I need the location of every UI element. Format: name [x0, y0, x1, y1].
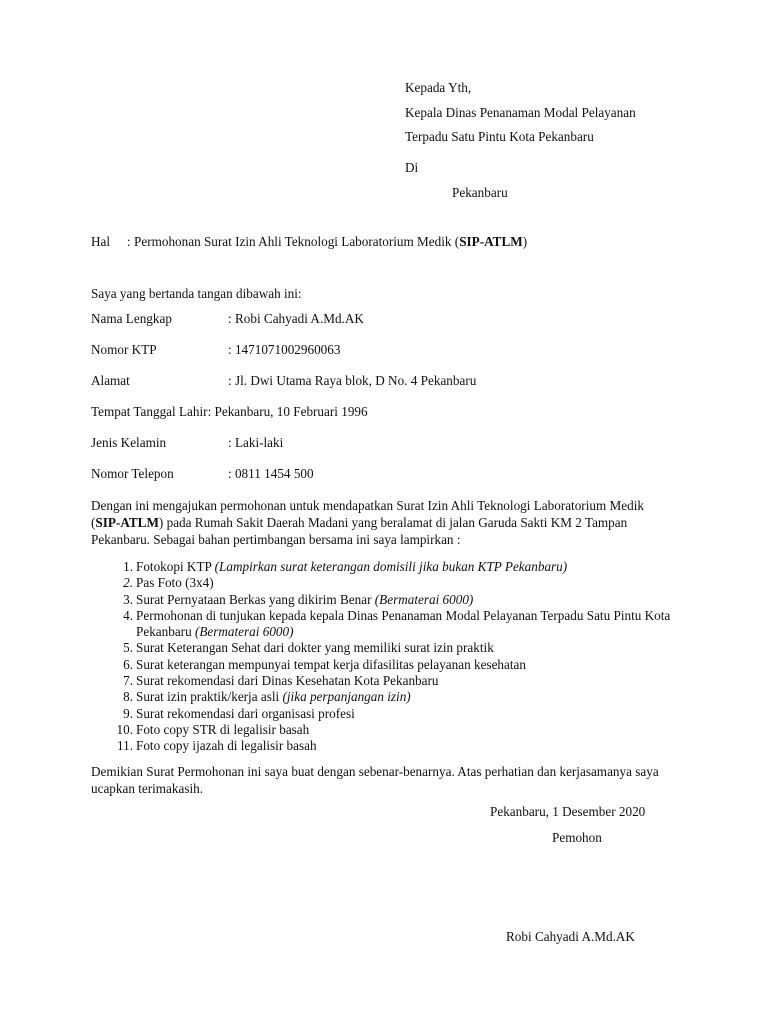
identity-label: Alamat [91, 373, 130, 388]
list-item [91, 706, 676, 722]
list-text: Surat rekomendasi dari organisasi profesi [136, 705, 355, 721]
identity-value: : Robi Cahyadi A.Md.AK [228, 311, 364, 326]
subject-code: SIP-ATLM [459, 234, 523, 249]
identity-value: : 1471071002960063 [228, 342, 341, 357]
attachments-list [91, 559, 676, 755]
recipient-greeting: Kepada Yth, [405, 80, 472, 95]
identity-value: : Jl. Dwi Utama Raya blok, D No. 4 Pekanbaru [228, 373, 477, 388]
list-text: Pas Foto (3x4) [136, 575, 214, 591]
identity-value: : 0811 1454 500 [228, 466, 314, 481]
list-text: Fotokopi KTP [136, 559, 215, 574]
identity-row-gender [91, 434, 283, 451]
intro-text: Saya yang bertanda tangan dibawah ini: [91, 286, 302, 301]
list-item [91, 689, 676, 705]
list-item [91, 640, 676, 656]
list-text: Surat izin praktik/kerja asli [136, 689, 283, 705]
subject-close: ) [522, 234, 528, 249]
list-item [91, 722, 676, 738]
list-item [91, 673, 676, 689]
list-number: 6. [123, 656, 133, 672]
recipient-title-line1: Kepala Dinas Penanaman Modal Pelayanan [405, 105, 636, 120]
list-item [91, 738, 676, 754]
recipient-title-line2: Terpadu Satu Pintu Kota Pekanbaru [405, 129, 594, 144]
list-item [91, 608, 676, 641]
list-note: (Bermaterai 6000) [374, 591, 474, 607]
closing-paragraph: Demikian Surat Permohonan ini saya buat dengan sebenar-benarnya. Atas perhatian dan kerjasamanya saya ucapkan terimakasih. [91, 764, 659, 796]
identity-value: : Laki-laki [228, 435, 284, 450]
list-number: 7. [123, 673, 133, 689]
identity-row-phone [91, 465, 314, 482]
list-number: 10. [116, 721, 133, 737]
identity-label: Nama Lengkap [91, 311, 172, 326]
list-number: 1. [123, 559, 133, 574]
list-number: 11. [117, 738, 133, 754]
identity-row-name [91, 310, 364, 327]
list-item [91, 657, 676, 673]
body-text-part2: ) pada Rumah Sakit Daerah Madani yang beralamat di jalan Garuda Sakti KM 2 Tampan Pekanbaru. Sebagai bahan pertimbangan bersama ini saya lampirkan : [91, 515, 628, 547]
list-number: 5. [123, 640, 133, 656]
subject-label: Hal [91, 234, 111, 249]
list-text: Permohonan di tunjukan kepada kepala Dinas Penanaman Modal Pelayanan Terpadu Satu Pintu Kota Pekanbaru [136, 607, 671, 640]
recipient-city: Pekanbaru [452, 185, 508, 200]
identity-label: Jenis Kelamin [91, 435, 167, 450]
list-text: Surat Keterangan Sehat dari dokter yang memiliki surat izin praktik [136, 640, 494, 656]
list-note: (Bermaterai 6000) [194, 624, 294, 640]
list-item [91, 592, 676, 608]
list-number: 2. [123, 575, 133, 591]
body-code: SIP-ATLM [95, 515, 159, 530]
list-number: 9. [123, 705, 133, 721]
list-item [91, 575, 676, 591]
identity-row-address [91, 372, 476, 389]
list-note: (Lampirkan surat keterangan domisili jika bukan KTP Pekanbaru) [214, 559, 568, 574]
identity-row-ktp [91, 341, 340, 358]
body-paragraph [91, 497, 671, 548]
identity-label: Tempat Tanggal Lahir [91, 404, 208, 419]
list-note: (jika perpanjangan izin) [282, 689, 411, 705]
recipient-di: Di [405, 160, 419, 175]
subject-text: Permohonan Surat Izin Ahli Teknologi Laboratorium Medik ( [134, 234, 460, 249]
list-number: 4. [123, 607, 133, 623]
list-text: Foto copy ijazah di legalisir basah [136, 738, 317, 754]
body-text-part1: Dengan ini mengajukan permohonan untuk mendapatkan Surat Izin Ahli Teknologi Laboratorium Medik ( [91, 498, 644, 530]
list-text: Surat keterangan mempunyai tempat kerja difasilitas pelayanan kesehatan [136, 656, 526, 672]
list-item [91, 559, 676, 575]
subject-line [91, 233, 527, 250]
identity-label: Nomor KTP [91, 342, 157, 357]
identity-label: Nomor Telepon [91, 466, 174, 481]
signature-place-date: Pekanbaru, 1 Desember 2020 [490, 804, 646, 819]
signature-name: Robi Cahyadi A.Md.AK [506, 929, 635, 944]
signature-role: Pemohon [552, 830, 602, 845]
list-text: Surat Pernyataan Berkas yang dikirim Benar [136, 591, 375, 607]
subject-separator: : [127, 234, 131, 249]
list-text: Surat rekomendasi dari Dinas Kesehatan Kota Pekanbaru [136, 673, 439, 689]
list-text: Foto copy STR di legalisir basah [136, 721, 310, 737]
list-number: 8. [123, 689, 133, 705]
identity-value: : Pekanbaru, 10 Februari 1996 [207, 404, 368, 419]
identity-row-birth [91, 403, 368, 420]
list-number: 3. [123, 591, 133, 607]
